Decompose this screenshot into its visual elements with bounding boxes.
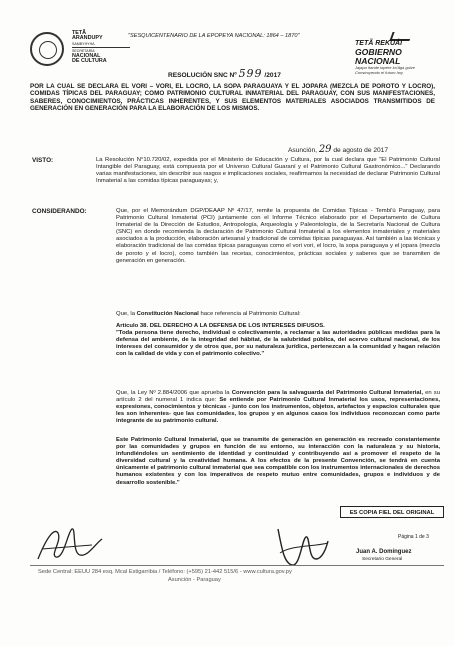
footer-city: Asunción - Paraguay: [168, 577, 221, 583]
signature-right: [272, 519, 332, 571]
logo-text-teta: TETÃ: [72, 30, 87, 36]
signer-name: Juan A. Domínguez: [356, 549, 412, 555]
document-date: [288, 144, 388, 155]
gov-logo-line2: GOBIERNO NACIONAL: [355, 47, 402, 66]
article-38-block: [116, 323, 440, 358]
visto-text: La Resolución N°10.720/02, expedida por el Ministerio de Educación y Cultura, por la cual declara que "El Patrimonio Cultural Intangible del Paraguay, está compuesta por el Universo Cultural Guaraní y el Patrimonio Cultural Gastronómico..." Declarando varias manifestaciones, sin describir sus rasgos e implicaciones sociales, reafirmamos la necesidad de declarar Patrimonio Cultural Inmaterial a las comidas típicas paraguayas; y,: [96, 157, 440, 185]
gov-logo-line3: Jajapo ñande tapére ko'ãga guive: [355, 65, 415, 70]
logo-text-cultura: DE CULTURA: [72, 58, 107, 65]
article-38-body: "Toda persona tiene derecho, individual o colectivamente, a reclamar a las autoridades públicas medidas para la defensa del ambiente, de la integridad del hábitat, de la salubridad pública, del acervo cultural nacional, de los intereses del consumidor y de otros que, por su naturaleza jurídica, pertenezcan a la comunidad y hagan relación con la calidad de vida y con el patrimonio colectivo.": [116, 330, 440, 358]
footer-address: Sede Central: EEUU 284 esq. Mcal Estigarribia / Teléfono: (+595) 21-442 515/6 - www.cultura.gov.py: [38, 569, 292, 575]
signature-left: [32, 519, 106, 567]
resolution-year: /2017: [264, 72, 281, 79]
signer-role: Secretario General: [362, 557, 403, 562]
logo-text-arandupy: ARANDUPY: [72, 35, 103, 42]
date-suffix: de agosto de 2017: [333, 147, 389, 154]
constitucion-nacional: Constitución Nacional: [136, 311, 199, 317]
date-day-handwritten: 29: [318, 144, 332, 155]
constitucion-pre: Que, la: [116, 311, 135, 317]
resolution-number-handwritten: 599: [238, 67, 263, 80]
gov-logo-line4: Construyendo el futuro hoy: [355, 69, 404, 75]
secretaria-cultura-logo: [72, 31, 130, 64]
date-prefix: Asunción,: [288, 147, 317, 154]
gobierno-nacional-logo: [355, 40, 447, 75]
header-motto: "SESQUICENTENARIO DE LA EPOPEYA NACIONAL: 1864 – 1870": [128, 33, 300, 39]
article-38-title: Artículo 38. DEL DERECHO A LA DEFENSA DE LOS INTERESES DIFUSOS.: [116, 323, 325, 329]
considerando-paragraph-4: [116, 390, 440, 425]
considerando-paragraph-1: Que, por el Memorándum DGP/DEAAP Nº 47/17, remite la propuesta de Comidas Típicas - Tembi'ú Paraguay, para Patrimonio Cultural Inmaterial (PCI) juntamente con el Informe Técnico elaborado por el Departamento de Cultura Inmaterial de la Dirección de Estudios, Antropología, Arqueología y Paleontología, de la Secretaría Nacional de Cultura (SNC) en donde recomienda la declaración de Patrimonio Cultural Inmaterial a los elementos inmateriales y materiales asociados a la producción, elaboración artesanal y tradicional de comidas típicas paraguayas. Así también a las técnicas y elaboración tradicional de las comidas típicas paraguayas como el vori vori, el locro, la sopa paraguaya y el jopara (mezcla de poroto y el locro), como también las recetas, conocimientos, prácticas sociales y saberes que se transmiten de generación en generación.: [116, 208, 440, 264]
resolution-title: POR LA CUAL SE DECLARA EL VORI – VORI, EL LOCRO, LA SOPA PARAGUAYA Y EL JOPARA (MEZCLA DE POROTO Y LOCRO), COMIDAS TÍPICAS DEL PARAGUAY; COMO PATRIMONIO CULTURAL INMATERIAL DEL PARAGUAY, CON SUS MANIFESTACIONES, SABERES, CONOCIMIENTOS, PRÁCTICAS INHERENTES, Y SUS ELEMENTOS MATERIALES ASOCIADOS TRANSMITIDOS DE GENERACIÓN EN GENERACIÓN PARA LA ELABORACIÓN DE LOS MISMOS.: [30, 83, 435, 113]
considerando-paragraph-2: [116, 311, 440, 318]
page-number: Página 1 de 3: [398, 534, 429, 540]
ley-2884-text: Que, la Ley Nº 2.884/2006 que aprueba la: [116, 390, 230, 396]
certified-copy-stamp: ES COPIA FIEL DEL ORIGINAL: [340, 506, 444, 518]
gov-logo-line1: TETÃ REKUÁI: [355, 40, 403, 47]
logo-text-sambyhyha: SAMBYHYHA: [72, 41, 95, 46]
footer-divider: [30, 565, 444, 566]
considerando-label: CONSIDERANDO:: [32, 208, 87, 215]
logo-text-nacional: NACIONAL: [72, 52, 101, 59]
national-seal-logo: [30, 32, 64, 66]
pci-transmission-text: Este Patrimonio Cultural Inmaterial, que se transmite de generación en generación es recreado constantemente por las comunidades y grupos en función de su entorno, su interacción con la naturaleza y su historia, infundiéndoles un sentimiento de identidad y continuidad y contribuyendo así a promover el respeto de la diversidad cultural y la creatividad humana. A los efectos de la presente Convención, se tendrá en cuenta únicamente el patrimonio cultural inmaterial que sea compatible con los instrumentos internacionales de derechos humanos existentes y con los imperativos de respeto mutuo entre comunidades, grupos e individuos y de desarrollo sostenible.": [116, 437, 440, 486]
logo-text-secretaria: SECRETARÍA: [72, 49, 95, 54]
convencion-title: Convención para la salvaguarda del Patrimonio Cultural Inmaterial,: [231, 390, 423, 396]
constitucion-post: hace referencia al Patrimonio Cultural:: [200, 311, 301, 317]
resolution-number: [168, 67, 281, 80]
pci-definition: Se entiende por Patrimonio Cultural Inmaterial los usos, representaciones, expresiones, conocimientos y técnicas - junto con los instrumentos, objetos, artefactos y espacios culturales que les son inherentes- que las comunidades, los grupos y en algunos casos los individuos reconozcan como parte integrante de su patrimonio cultural.: [116, 397, 440, 425]
articulo-2-ref: en su artículo 2 del numeral 1 indica que:: [116, 390, 440, 404]
visto-label: VISTO:: [32, 157, 54, 164]
considerando-paragraph-5: [116, 437, 440, 487]
resolution-label: RESOLUCIÓN SNC Nº: [168, 72, 237, 79]
